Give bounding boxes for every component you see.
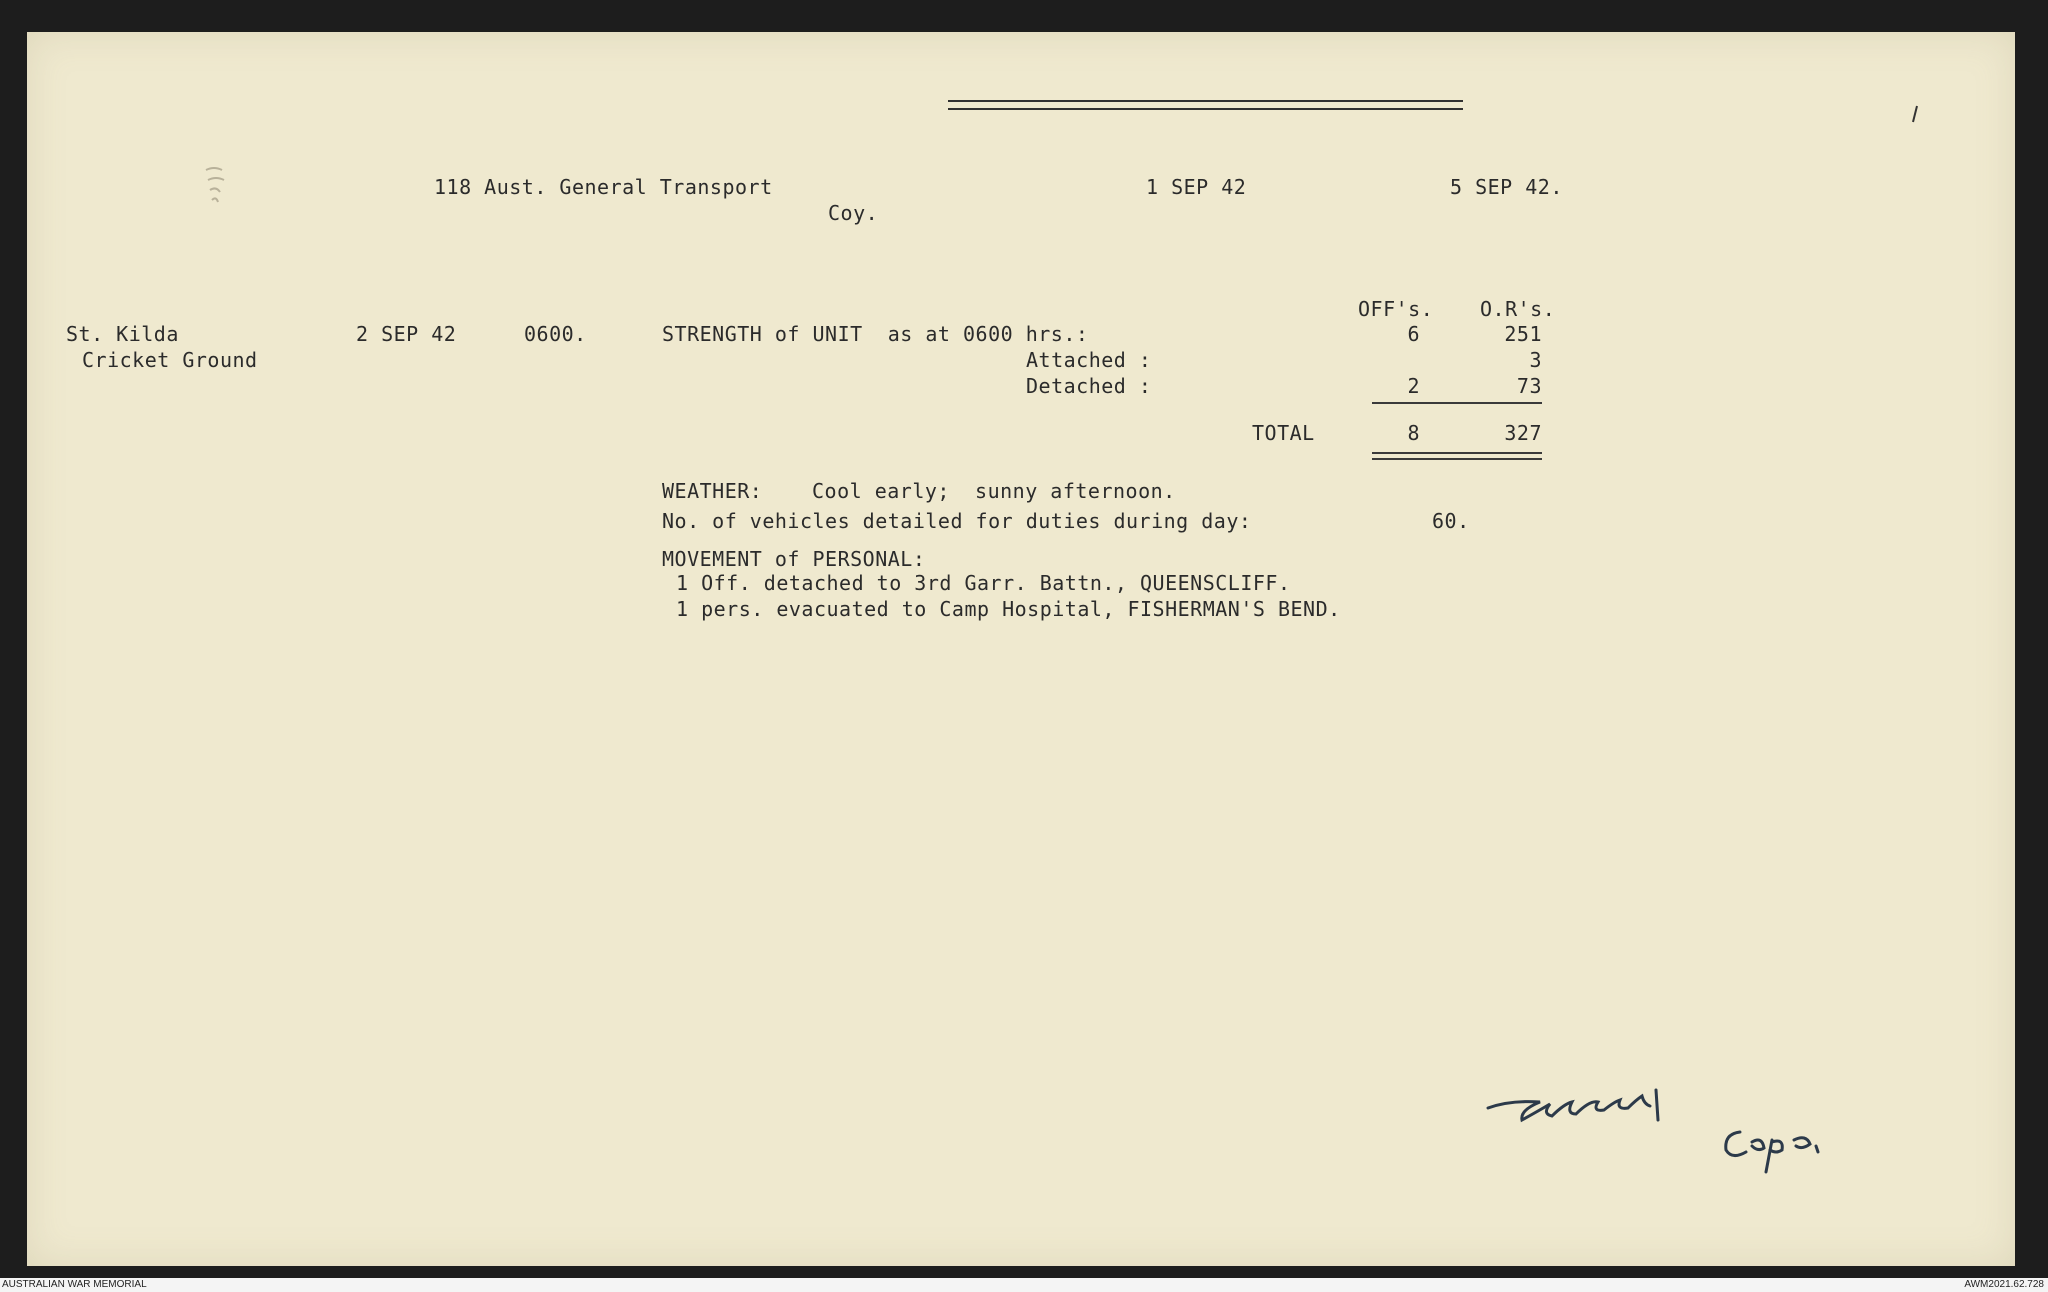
subtotal-rule <box>1372 402 1542 404</box>
entry-date: 2 SEP 42 <box>356 322 457 346</box>
strength-officers: 6 <box>1407 322 1420 346</box>
total-double-rule-bottom <box>1372 458 1542 460</box>
detached-other-ranks: 73 <box>1516 374 1542 398</box>
attached-label: Attached : <box>1026 348 1152 372</box>
unit-name-line1: 118 Aust. General Transport <box>434 175 773 199</box>
vehicles-text: No. of vehicles detailed for duties during day: <box>662 509 1252 533</box>
col-header-officers: OFF's. <box>1358 297 1434 321</box>
weather-text: Cool early; sunny afternoon. <box>812 479 1176 503</box>
footer-right: AWM2021.62.728 <box>1964 1279 2044 1290</box>
entry-time: 0600. <box>524 322 587 346</box>
to-date: 5 SEP 42. <box>1450 175 1563 199</box>
strength-label: STRENGTH of UNIT as at 0600 hrs.: <box>662 322 1089 346</box>
place-line1: St. Kilda <box>66 322 179 346</box>
col-header-other-ranks: O.R's. <box>1480 297 1556 321</box>
footer-left: AUSTRALIAN WAR MEMORIAL <box>2 1279 147 1290</box>
vehicles-count: 60. <box>1432 509 1470 533</box>
total-label: TOTAL <box>1252 421 1315 445</box>
unit-name-line2: Coy. <box>828 201 879 225</box>
movement-label: MOVEMENT of PERSONAL: <box>662 547 926 571</box>
weather-label: WEATHER: <box>662 479 763 503</box>
movement-item-2: 1 pers. evacuated to Camp Hospital, FISHERMAN'S BEND. <box>676 597 1341 621</box>
strength-other-ranks: 251 <box>1504 322 1542 346</box>
header-double-rule <box>948 100 1463 116</box>
place-line2: Cricket Ground <box>82 348 258 372</box>
detached-label: Detached : <box>1026 374 1152 398</box>
punch-mark <box>198 162 232 208</box>
total-officers: 8 <box>1407 421 1420 445</box>
movement-item-1: 1 Off. detached to 3rd Garr. Battn., QUEENSCLIFF. <box>676 571 1291 595</box>
total-other-ranks: 327 <box>1504 421 1542 445</box>
attached-other-ranks: 3 <box>1529 348 1542 372</box>
detached-officers: 2 <box>1407 374 1420 398</box>
margin-mark <box>1908 104 1922 124</box>
from-date: 1 SEP 42 <box>1146 175 1247 199</box>
signature <box>1480 1080 1880 1200</box>
total-double-rule-top <box>1372 452 1542 454</box>
